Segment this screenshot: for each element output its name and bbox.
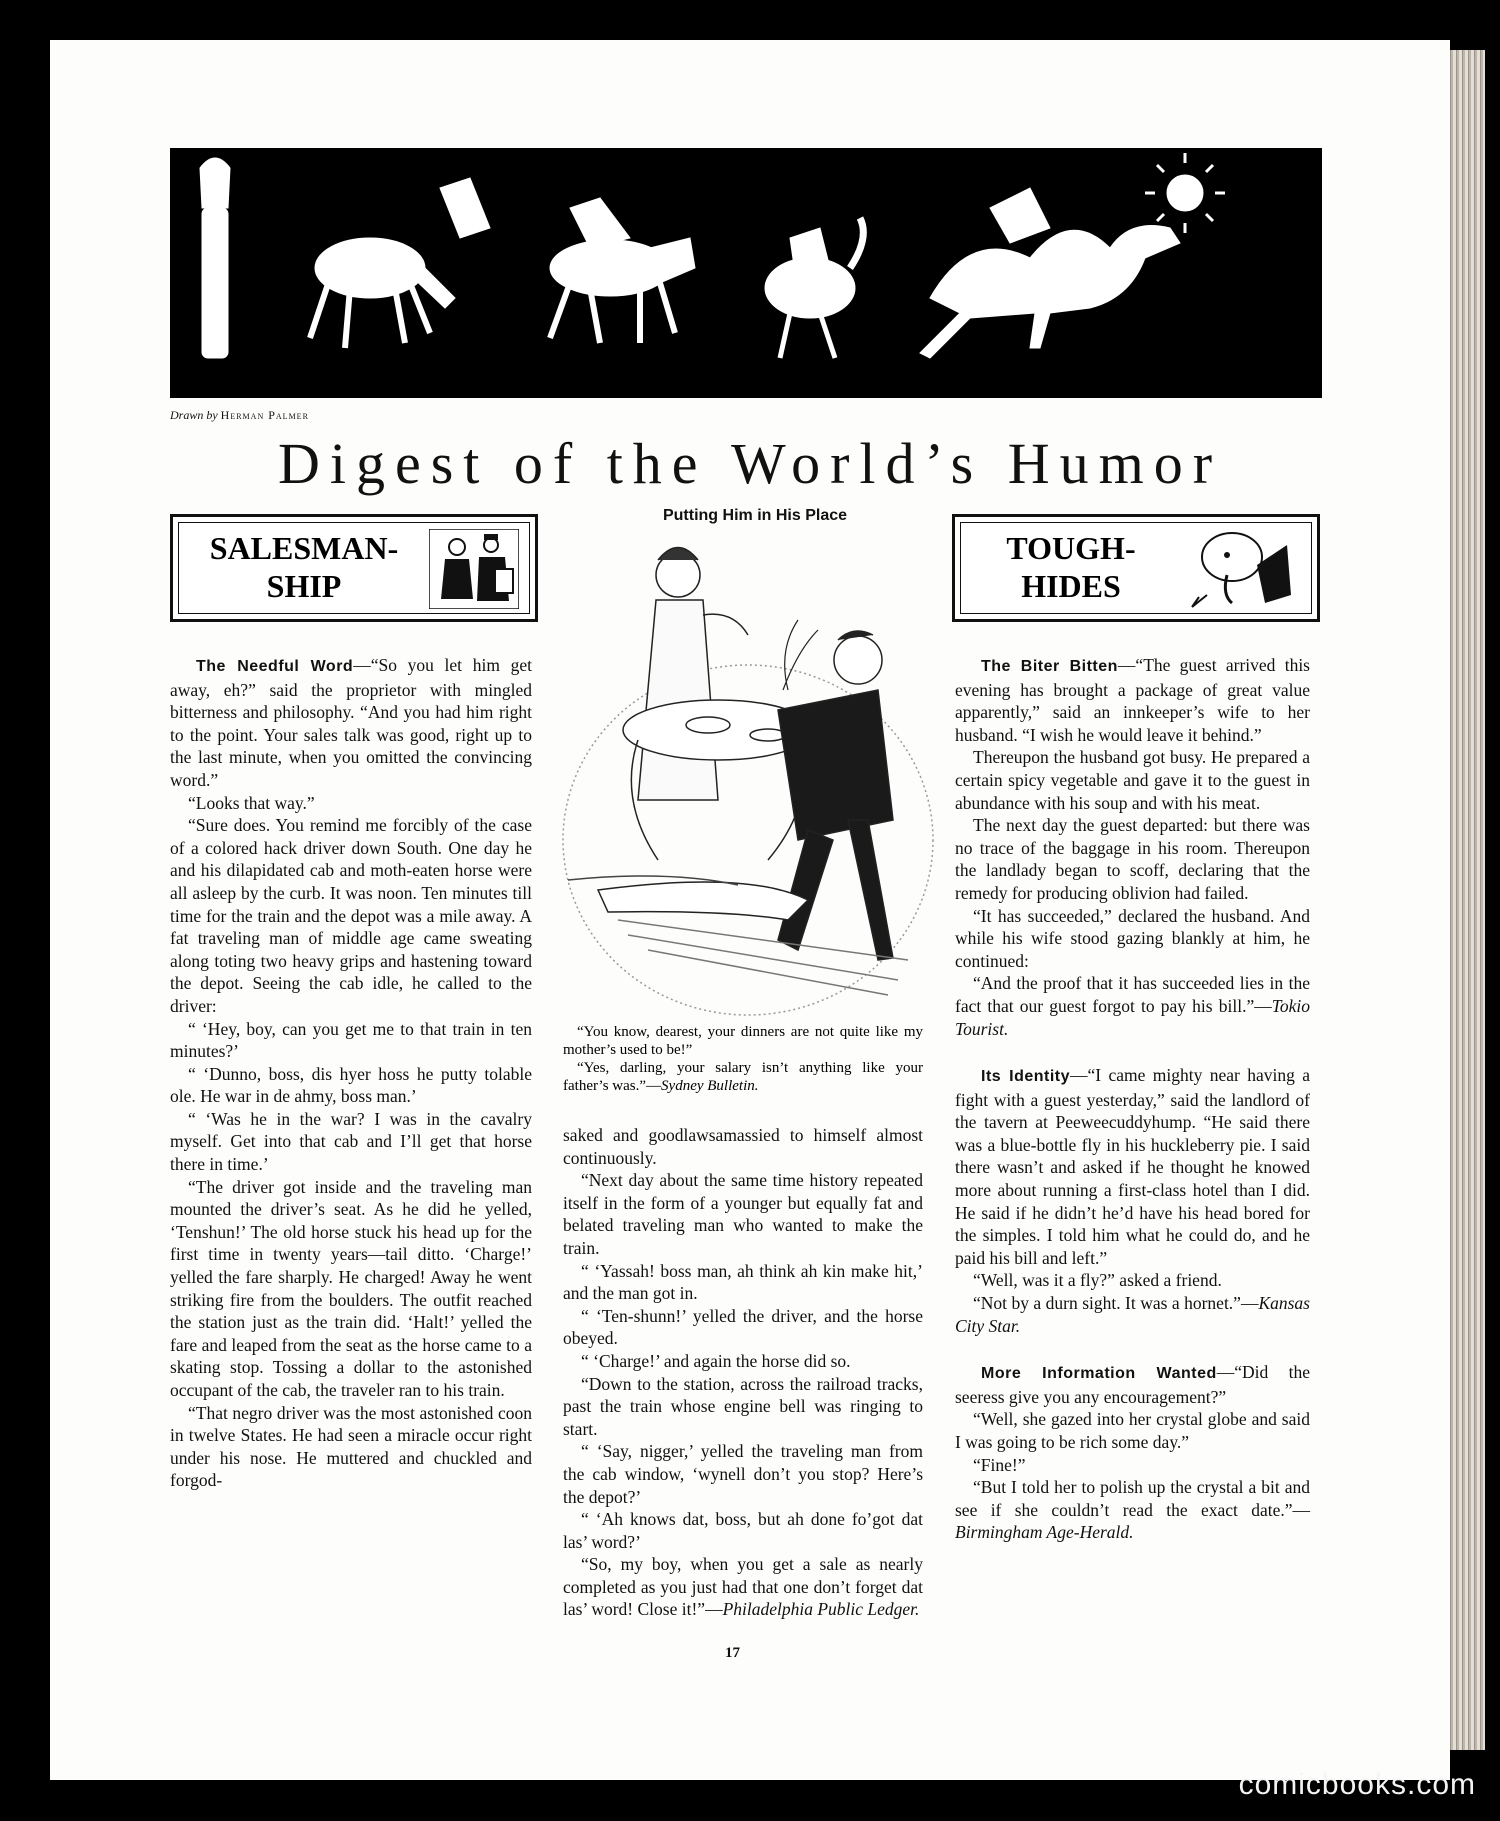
paragraph: “ ‘Ah knows dat, boss, but ah done fo’got dat las’ word?’	[563, 1509, 923, 1552]
illustration-credit: Drawn by Herman Palmer	[170, 408, 309, 422]
elephant-sketch	[1187, 525, 1299, 609]
story-more-information: More Information Wanted—“Did the seeress give you any encouragement?”	[955, 1362, 1310, 1407]
paragraph: saked and goodlawsamassied to himself almost continuously.	[563, 1125, 923, 1168]
paragraph: “ ‘Charge!’ and again the horse did so.	[581, 1350, 851, 1371]
caption-line-1: “You know, dearest, your dinners are not quite like my mother’s used to be!”	[563, 1024, 923, 1058]
story-needful-word: The Needful Word—“So you let him get away, eh?” said the proprietor with mingled bitterness and philosophy. “And you had him right to the point. Your sales talk was good, right up to the last minute, when you omitted the convincing word.”	[170, 655, 532, 790]
story-source: Tokio Tourist.	[955, 995, 1310, 1039]
section-box-salesmanship	[170, 514, 538, 622]
jar-shape	[200, 158, 230, 208]
left-column	[170, 654, 532, 1492]
paragraph: “The driver got inside and the traveling man mounted the driver’s seat. As he did he yelled, ‘Tenshun!’ The old horse stuck his head up for the first time in twenty years—tail ditto. ‘Charge!’ yelled the fare sharply. He charged! Away he went striking fire from the boulders. The outfit reached the station just as the train did. ‘Halt!’ yelled the fare and leaped from the seat as the horse came to a skating stop. Tossing a dollar to the astonished occupant of the cab, the traveler ran to his train.	[170, 1176, 532, 1400]
story-source: Philadelphia Public Ledger.	[722, 1599, 920, 1620]
section-title-salesmanship: SALESMAN- SHIP	[209, 530, 399, 604]
illustrator-name: Herman Palmer	[220, 408, 309, 422]
paragraph: “Well, was it a fly?” asked a friend.	[973, 1270, 1222, 1291]
heading-needful-word: The Needful Word	[196, 658, 354, 675]
paragraph: “Down to the station, across the railroad tracks, past the train whose engine bell was ringing to start.	[563, 1373, 923, 1439]
paragraph: “Looks that way.”	[188, 792, 315, 813]
paragraph: “ ‘Yassah! boss man, ah think ah kin make hit,’ and the man got in.	[563, 1260, 923, 1304]
salesmen-sketch	[429, 529, 519, 609]
paragraph: The next day the guest departed: but there was no trace of the baggage in his room. Thereupon the landlady began to scoff, declaring that the remedy for producing oblivion had failed.	[955, 815, 1310, 903]
heading-biter-bitten: The Biter Bitten	[981, 658, 1118, 675]
donkey-shape	[315, 238, 425, 298]
right-column	[955, 654, 1310, 1544]
cartoon-title: Putting Him in His Place	[662, 507, 848, 524]
paragraph: “That negro driver was the most astonished coon in twelve States. He had seen a miracle occur right under his nose. He muttered and chuckled and forgod-	[170, 1402, 532, 1491]
caption-source: Sydney Bulletin.	[661, 1078, 759, 1094]
camel-shape	[920, 226, 1180, 359]
paragraph: “ ‘Ten-shunn!’ yelled the driver, and the horse obeyed.	[563, 1305, 923, 1349]
figure-with-jar	[202, 208, 228, 358]
caravan-illustration	[170, 148, 1322, 398]
paragraph: “Sure does. You remind me forcibly of the case of a colored hack driver down South. One day he and his dilapidated cab and moth-eaten horse were all asleep by the curb. It was noon. Ten minutes till time for the train and the depot was a mile away. A fat traveling man of middle age came sweating along toting two heavy grips and hastening toward the depot. Seeing the cab idle, he called to the driver:	[170, 815, 532, 1016]
watermark: comicbooks.com	[1238, 1768, 1476, 1801]
heading-its-identity: Its Identity	[981, 1068, 1071, 1086]
paragraph: “Not by a durn sight. It was a hornet.”—Kansas City Star.	[955, 1293, 1310, 1336]
heading-more-information: More Information Wanted	[981, 1365, 1217, 1383]
cartoon-illustration	[548, 540, 948, 1020]
section-box-tough-hides	[952, 514, 1320, 622]
section-title-tough-hides: TOUGH- HIDES	[1006, 530, 1136, 604]
middle-column	[563, 1124, 923, 1621]
paragraph: Thereupon the husband got busy. He prepared a certain spicy vegetable and gave it to the guest in abundance with his soup and with his meat.	[955, 747, 1310, 813]
story-source: Kansas City Star.	[955, 1293, 1310, 1336]
story-biter-bitten: The Biter Bitten—“The guest arrived this evening has brought a package of great value apparently,” said an innkeeper’s wife to her husband. “I wish he would leave it behind.”	[955, 655, 1310, 745]
story-its-identity: Its Identity—“I came mighty near having a fight with a guest yesterday,” said the landlord of the tavern at Peeweecuddyhump. “He said there was a blue-bottle fly in his huckleberry pie. I said there wasn’t and asked if he thought he knowed more about running a first-class hotel than I did. He said if he didn’t he’d have his head bored for the simples. I told him what he could do, and he paid his bill and left.”	[955, 1065, 1310, 1268]
paragraph: “Next day about the same time history repeated itself in the form of a younger but equally fat and belated traveling man who wanted to make the train.	[563, 1170, 923, 1258]
story-source: Birmingham Age-Herald.	[955, 1522, 1134, 1543]
caption-line-2: “Yes, darling, your salary isn’t anything like your father’s was.”—Sydney Bulletin.	[563, 1060, 923, 1094]
paragraph: “Fine!”	[973, 1454, 1026, 1475]
paragraph: “ ‘Dunno, boss, dis hyer hoss he putty tolable ole. He war in de ahmy, boss man.’	[170, 1063, 532, 1107]
page-title: Digest of the World’s Humor	[277, 431, 1223, 496]
page-number: 17	[725, 1645, 740, 1661]
paragraph: “ ‘Was he in the war? I was in the cavalry myself. Get into that cab and I’ll get that horse there in time.’	[170, 1108, 532, 1175]
paragraph: “But I told her to polish up the crystal a bit and see if she couldn’t read the exact date.”—Birmingham Age-Herald.	[955, 1477, 1310, 1543]
rider-shape	[440, 178, 490, 238]
paragraph: “So, my boy, when you get a sale as nearly completed as you just had that one don’t forget dat las’ word! Close it!”—Philadelphia Public Ledger.	[563, 1554, 923, 1620]
paragraph: “It has succeeded,” declared the husband. And while his wife stood gazing blankly at him, he continued:	[955, 905, 1310, 971]
paragraph: “ ‘Hey, boy, can you get me to that train in ten minutes?’	[170, 1018, 532, 1062]
banner-illustration	[170, 148, 1322, 398]
sun-shape	[1167, 175, 1203, 211]
paragraph: “Well, she gazed into her crystal globe and said I was going to be rich some day.”	[955, 1409, 1310, 1452]
paragraph: “And the proof that it has succeeded lies in the fact that our guest forgot to pay his bill.”—Tokio Tourist.	[955, 973, 1310, 1039]
paragraph: “ ‘Say, nigger,’ yelled the traveling man from the cab window, ‘wynell don’t you stop? Here’s the depot?’	[563, 1441, 923, 1507]
cartoon-caption	[563, 1023, 923, 1095]
